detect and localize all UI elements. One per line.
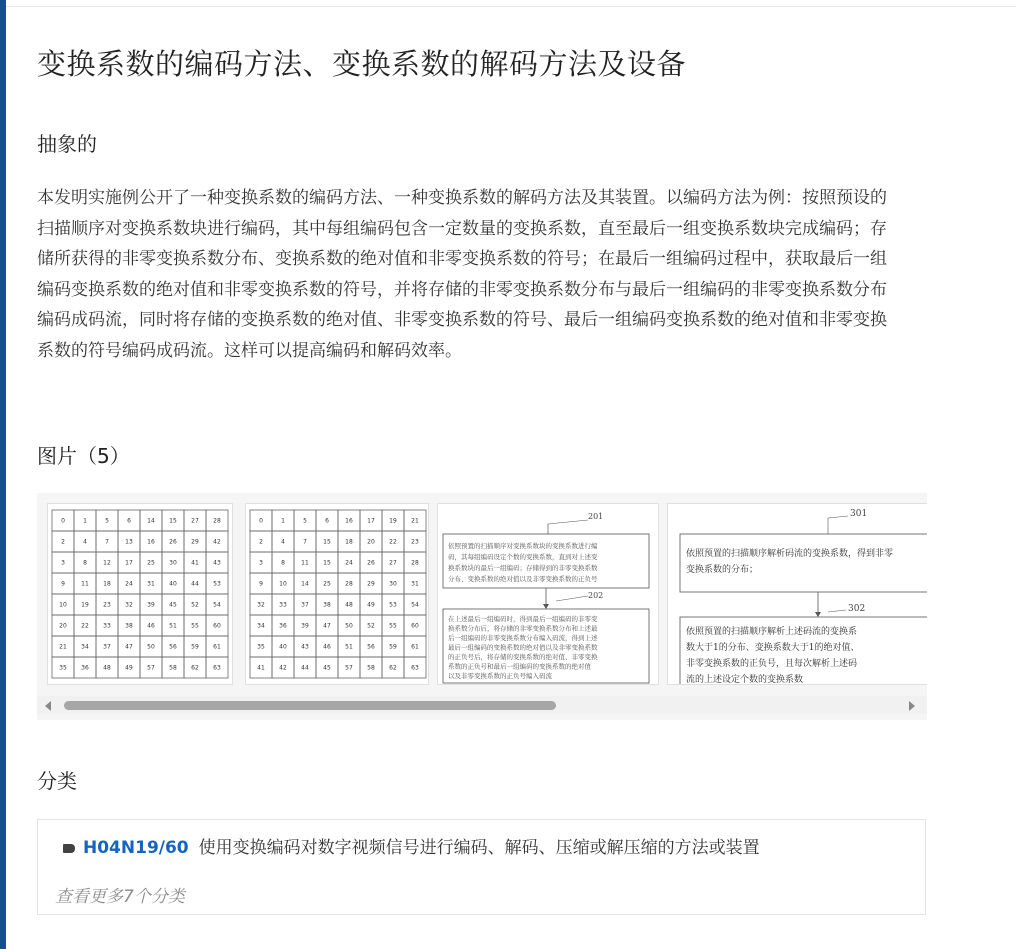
grid-cell-value: 57 [345, 664, 353, 672]
grid-cell-value: 34 [257, 622, 265, 630]
grid-cell-value: 63 [411, 664, 419, 672]
grid-cell-value: 47 [323, 622, 331, 630]
classification-code-link[interactable]: H04N19/60 [83, 838, 189, 858]
figure-thumbnail-3[interactable] [437, 503, 659, 685]
grid-cell-value: 26 [169, 538, 177, 546]
fig4-step1-label: 301 [850, 509, 868, 519]
grid-cell-value: 6 [127, 517, 131, 525]
scroll-right-arrow-icon[interactable] [909, 701, 915, 711]
grid-cell-value: 0 [259, 517, 263, 525]
grid-cell-value: 11 [301, 559, 309, 567]
grid-cell-value: 23 [411, 538, 419, 546]
grid-cell-value: 37 [103, 643, 111, 651]
grid-cell-value: 17 [367, 517, 375, 525]
figure-1-grid [48, 504, 233, 685]
fig3-step2-label: 202 [588, 591, 604, 600]
flowchart-text-line: 依照预置的扫描顺序对变换系数块的变换系数进行编 [448, 542, 598, 550]
grid-cell-value: 41 [191, 559, 199, 567]
figure-thumbnail-2[interactable] [245, 503, 429, 685]
grid-cell-value: 42 [213, 538, 221, 546]
grid-cell-value: 31 [147, 580, 155, 588]
grid-cell-value: 8 [83, 559, 87, 567]
figure-3-flowchart [438, 504, 659, 685]
grid-cell-value: 61 [411, 643, 419, 651]
figure-thumbnail-4[interactable] [667, 503, 927, 685]
classification-item [63, 833, 760, 858]
grid-cell-value: 20 [59, 622, 67, 630]
figure-thumbnail-1[interactable] [47, 503, 233, 685]
scroll-left-arrow-icon[interactable] [45, 701, 51, 711]
grid-cell-value: 42 [279, 664, 287, 672]
grid-cell-value: 24 [345, 559, 353, 567]
scrollbar-thumb[interactable] [64, 701, 556, 710]
grid-cell-value: 4 [281, 538, 285, 546]
classification-heading: 分类 [37, 769, 77, 793]
flowchart-text-line: 变换系数的分布； [686, 565, 759, 575]
grid-cell-value: 28 [411, 559, 419, 567]
grid-cell-value: 9 [61, 580, 65, 588]
grid-cell-value: 15 [323, 538, 331, 546]
grid-cell-value: 39 [301, 622, 309, 630]
grid-cell-value: 38 [323, 601, 331, 609]
grid-cell-value: 4 [83, 538, 87, 546]
grid-cell-value: 20 [367, 538, 375, 546]
grid-cell-value: 46 [323, 643, 331, 651]
fig3-step1-label: 201 [588, 512, 604, 521]
grid-cell-value: 53 [213, 580, 221, 588]
grid-cell-value: 54 [411, 601, 419, 609]
grid-cell-value: 44 [301, 664, 309, 672]
grid-cell-value: 22 [389, 538, 397, 546]
flowchart-text-line: 非零变换系数的正负号，且每次解析上述码 [686, 659, 858, 669]
grid-cell-value: 18 [103, 580, 111, 588]
flowchart-text-line: 数大于1的分布、变换系数大于1的绝对值、 [686, 643, 860, 653]
grid-cell-value: 50 [345, 622, 353, 630]
grid-cell-value: 19 [81, 601, 89, 609]
grid-cell-value: 30 [389, 580, 397, 588]
figure-4-flowchart [668, 504, 927, 685]
flowchart-text-line: 最后一组编码的变换系数的绝对值以及非零变换系数 [448, 643, 598, 652]
grid-cell-value: 3 [61, 559, 65, 567]
grid-cell-value: 39 [147, 601, 155, 609]
grid-cell-value: 52 [367, 622, 375, 630]
grid-cell-value: 10 [59, 601, 67, 609]
grid-cell-value: 62 [389, 664, 397, 672]
flowchart-text-line: 换系数块的最后一组编码；存储得到的非零变换系数 [448, 564, 598, 572]
grid-cell-value: 43 [301, 643, 309, 651]
grid-cell-value: 43 [213, 559, 221, 567]
grid-cell-value: 35 [257, 643, 265, 651]
grid-cell-value: 5 [105, 517, 109, 525]
grid-cell-value: 24 [125, 580, 133, 588]
grid-cell-value: 5 [303, 517, 307, 525]
grid-cell-value: 60 [411, 622, 419, 630]
grid-cell-value: 22 [81, 622, 89, 630]
flowchart-text-line: 换系数分布后，将存储的非零变换系数分布和上述最 [448, 624, 598, 633]
grid-cell-value: 12 [103, 559, 111, 567]
grid-cell-value: 2 [259, 538, 263, 546]
grid-cell-value: 54 [213, 601, 221, 609]
grid-cell-value: 6 [325, 517, 329, 525]
grid-cell-value: 60 [213, 622, 221, 630]
flowchart-text-line: 分布、变换系数的绝对值以及非零变换系数的正负号 [448, 575, 598, 583]
left-accent-bar [0, 0, 6, 949]
grid-cell-value: 1 [83, 517, 87, 525]
flowchart-text-line: 系数的正负号和最后一组编码的变换系数的绝对值 [448, 662, 591, 671]
grid-cell-value: 26 [367, 559, 375, 567]
flowchart-text-line: 依照预置的扫描顺序解析码流的变换系数，得到非零 [686, 549, 894, 559]
grid-cell-value: 51 [169, 622, 177, 630]
grid-cell-value: 44 [191, 580, 199, 588]
grid-cell-value: 33 [103, 622, 111, 630]
grid-cell-value: 15 [169, 517, 177, 525]
grid-cell-value: 28 [213, 517, 221, 525]
grid-cell-value: 59 [191, 643, 199, 651]
flowchart-text-line: 码，其每组编码设定个数的变换系数，直到对上述变 [448, 553, 598, 561]
flowchart-text-line: 依照预置的扫描顺序解析上述码流的变换系 [686, 627, 858, 637]
grid-cell-value: 11 [81, 580, 89, 588]
grid-cell-value: 55 [191, 622, 199, 630]
grid-cell-value: 21 [411, 517, 419, 525]
grid-cell-value: 3 [259, 559, 263, 567]
grid-cell-value: 28 [345, 580, 353, 588]
grid-cell-value: 38 [125, 622, 133, 630]
grid-cell-value: 57 [147, 664, 155, 672]
grid-cell-value: 41 [257, 664, 265, 672]
grid-cell-value: 47 [125, 643, 133, 651]
grid-cell-value: 62 [191, 664, 199, 672]
grid-cell-value: 58 [367, 664, 375, 672]
grid-cell-value: 36 [279, 622, 287, 630]
grid-cell-value: 27 [191, 517, 199, 525]
images-heading: 图片（5） [37, 444, 130, 468]
grid-cell-value: 61 [213, 643, 221, 651]
grid-cell-value: 16 [345, 517, 353, 525]
classification-box [37, 819, 926, 915]
grid-cell-value: 14 [301, 580, 309, 588]
grid-cell-value: 19 [389, 517, 397, 525]
grid-cell-value: 58 [169, 664, 177, 672]
grid-cell-value: 1 [281, 517, 285, 525]
fig4-step2-label: 302 [848, 604, 866, 614]
grid-cell-value: 9 [259, 580, 263, 588]
grid-cell-value: 56 [367, 643, 375, 651]
grid-cell-value: 10 [279, 580, 287, 588]
flowchart-text-line: 在上述最后一组编码时，得到最后一组编码的非零变 [448, 615, 598, 623]
grid-cell-value: 56 [169, 643, 177, 651]
grid-cell-value: 32 [257, 601, 265, 609]
grid-cell-value: 52 [191, 601, 199, 609]
grid-cell-value: 30 [169, 559, 177, 567]
grid-cell-value: 45 [169, 601, 177, 609]
grid-cell-value: 48 [345, 601, 353, 609]
grid-cell-value: 59 [389, 643, 397, 651]
grid-cell-value: 7 [303, 538, 307, 546]
grid-cell-value: 25 [323, 580, 331, 588]
classification-description: 使用变换编码对数字视频信号进行编码、解码、压缩或解压缩的方法或装置 [198, 838, 760, 858]
grid-cell-value: 13 [125, 538, 133, 546]
flowchart-text-line: 后一组编码的非零变换系数分布编入码流，得到上述 [448, 634, 598, 642]
top-divider [6, 6, 1016, 7]
grid-cell-value: 32 [125, 601, 133, 609]
flowchart-text-line: 以及非零变换系数的正负号编入码流 [448, 672, 552, 680]
grid-cell-value: 14 [147, 517, 155, 525]
abstract-text: 本发明实施例公开了一种变换系数的编码方法、一种变换系数的解码方法及其装置。以编码方法为例：按照预设的扫描顺序对变换系数块进行编码，其中每组编码包含一定数量的变换系数，直至最后一组变换系数块完成编码；存储所获得的非零变换系数分布、变换系数的绝对值和非零变换系数的符号；在最后一组编码过程中，获取最后一组编码变换系数的绝对值和非零变换系数的符号，并将存储的非零变换系数分布与最后一组编码的非零变换系数分布编码成码流，同时将存储的变换系数的绝对值、非零变换系数的符号、最后一组编码变换系数的绝对值和非零变换系数的符号编码成码流。这样可以提高编码和解码效率。 [37, 188, 887, 361]
flowchart-text-line: 流的上述设定个数的变换系数 [686, 675, 804, 685]
flowchart-text-line: 的正负号后，将存储的变换系数的绝对值、非零变换 [448, 653, 598, 661]
tag-icon [63, 844, 75, 853]
grid-cell-value: 63 [213, 664, 221, 672]
grid-cell-value: 49 [367, 601, 375, 609]
grid-cell-value: 2 [61, 538, 65, 546]
grid-cell-value: 51 [345, 643, 353, 651]
grid-cell-value: 49 [125, 664, 133, 672]
grid-cell-value: 16 [147, 538, 155, 546]
grid-cell-value: 18 [345, 538, 353, 546]
grid-cell-value: 29 [191, 538, 199, 546]
grid-cell-value: 37 [301, 601, 309, 609]
grid-cell-value: 7 [105, 538, 109, 546]
grid-cell-value: 40 [169, 580, 177, 588]
grid-cell-value: 35 [59, 664, 67, 672]
grid-cell-value: 27 [389, 559, 397, 567]
grid-cell-value: 17 [125, 559, 133, 567]
grid-cell-value: 23 [103, 601, 111, 609]
grid-cell-value: 33 [279, 601, 287, 609]
abstract-heading: 抽象的 [37, 132, 97, 156]
grid-cell-value: 15 [323, 559, 331, 567]
grid-cell-value: 50 [147, 643, 155, 651]
grid-cell-value: 36 [81, 664, 89, 672]
more-classifications-link[interactable]: 查看更多7个分类 [55, 887, 185, 907]
grid-cell-value: 31 [411, 580, 419, 588]
grid-cell-value: 25 [147, 559, 155, 567]
figure-2-grid [246, 504, 429, 685]
grid-cell-value: 29 [367, 580, 375, 588]
page-title: 变换系数的编码方法、变换系数的解码方法及设备 [37, 47, 687, 81]
grid-cell-value: 46 [147, 622, 155, 630]
grid-cell-value: 55 [389, 622, 397, 630]
grid-cell-value: 53 [389, 601, 397, 609]
grid-cell-value: 45 [323, 664, 331, 672]
grid-cell-value: 8 [281, 559, 285, 567]
grid-cell-value: 40 [279, 643, 287, 651]
grid-cell-value: 48 [103, 664, 111, 672]
gallery-scrollbar[interactable] [37, 696, 927, 714]
grid-cell-value: 0 [61, 517, 65, 525]
grid-cell-value: 21 [59, 643, 67, 651]
grid-cell-value: 34 [81, 643, 89, 651]
image-gallery[interactable] [37, 493, 927, 720]
